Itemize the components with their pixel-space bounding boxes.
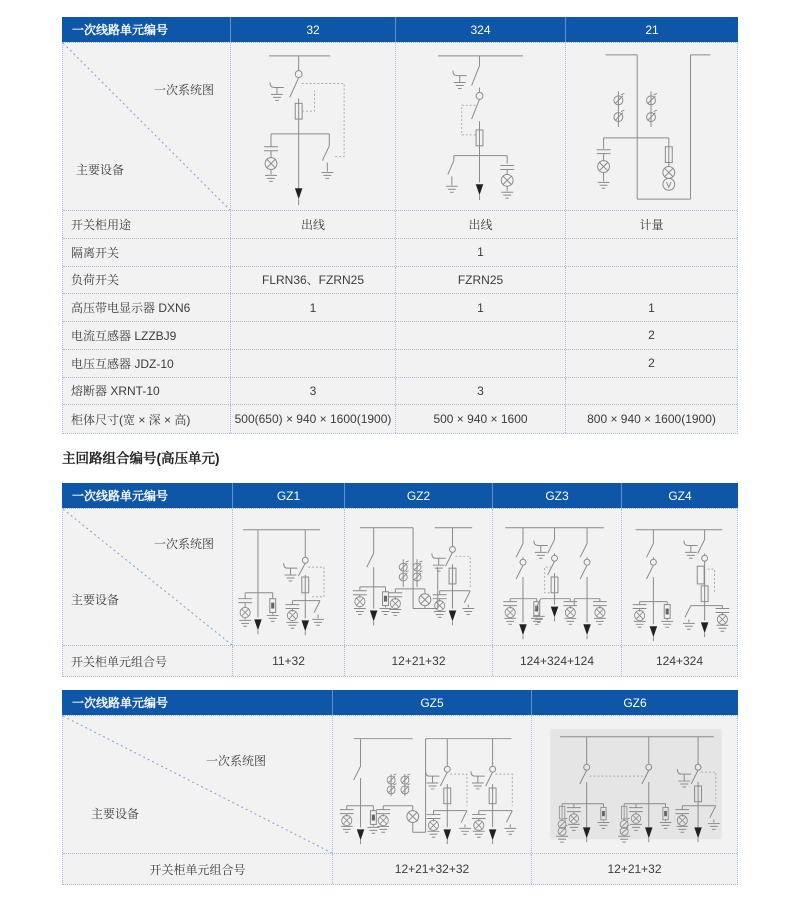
table2-diagram-row <box>63 509 737 646</box>
table-row <box>63 378 737 406</box>
table1-diagram-row <box>63 43 737 211</box>
combo-cell: 11+32 <box>233 646 345 676</box>
spec-cell: FZRN25 <box>396 267 566 294</box>
diagram-label-cell <box>63 43 231 210</box>
circuit-diagram-gz3 <box>493 510 621 645</box>
diagram-top-label: 一次系统图 <box>206 754 267 768</box>
circuit-diagram-32 <box>231 44 395 210</box>
combo-cell: 12+21+32 <box>607 862 662 876</box>
spec-cell: 出线 <box>396 211 566 238</box>
table3-header-row <box>62 690 738 715</box>
circuit-diagram-gz5 <box>333 717 531 853</box>
spec-cell: 800 × 940 × 1600(1900) <box>587 412 716 427</box>
spec-cell: 3 <box>231 378 396 405</box>
table1-header-row <box>62 17 738 42</box>
spec-cell: 1 <box>396 294 566 321</box>
combo-cell: 124+324+124 <box>493 646 622 676</box>
diagram-label-cell <box>63 509 233 645</box>
table2-header-gz1: GZ1 <box>232 483 344 508</box>
table1-header-col-324: 324 <box>395 17 565 42</box>
diagonal-divider <box>63 509 232 645</box>
spec-cell: 2 <box>648 328 655 343</box>
diagonal-divider <box>63 43 230 210</box>
table3-header-label: 一次线路单元编号 <box>72 696 169 710</box>
combo-row-label: 开关柜单元组合号 <box>63 646 233 676</box>
spec-cell: 1 <box>396 239 566 266</box>
section-title: 主回路组合编号(高压单元) <box>62 451 220 466</box>
spec-cell: 计量 <box>639 217 664 232</box>
circuit-diagram-gz6 <box>532 717 737 853</box>
diagram-bottom-label: 主要设备 <box>91 807 140 821</box>
table1-header-label: 一次线路单元编号 <box>72 23 169 37</box>
spec-row-label: 熔断器 XRNT-10 <box>63 378 231 405</box>
diagram-unit-32 <box>231 43 396 210</box>
table3-diagram-row <box>63 716 737 854</box>
spec-row-label: 负荷开关 <box>63 267 231 294</box>
table2-body <box>62 508 738 677</box>
combo-table-gz5-gz6 <box>62 690 738 885</box>
table1-header-col-32: 32 <box>230 17 395 42</box>
table-row <box>63 350 737 378</box>
spec-cell: 1 <box>648 300 655 315</box>
diagram-gz1 <box>233 509 345 645</box>
spec-cell <box>231 350 396 377</box>
diagram-top-label: 一次系统图 <box>153 537 214 551</box>
diagonal-divider <box>63 716 332 853</box>
diagram-unit-21 <box>566 43 737 210</box>
table-row <box>63 322 737 350</box>
table1-header-col-21: 21 <box>565 17 738 42</box>
combo-cell: 124+324 <box>655 654 704 668</box>
spec-row-label: 电压互感器 JDZ-10 <box>63 350 231 377</box>
diagram-bottom-label: 主要设备 <box>71 593 120 607</box>
diagram-gz6 <box>532 716 737 853</box>
spec-row-label: 高压带电显示器 DXN6 <box>63 294 231 321</box>
diagram-gz3 <box>493 509 622 645</box>
table-row <box>63 211 737 239</box>
circuit-diagram-gz1 <box>233 510 344 645</box>
spec-cell <box>566 267 737 294</box>
table-row <box>63 405 737 433</box>
spec-cell <box>396 322 566 349</box>
spec-cell: 2 <box>648 356 655 371</box>
diagram-unit-324 <box>396 43 566 210</box>
circuit-diagram-21 <box>566 44 737 210</box>
spec-cell: 1 <box>231 294 396 321</box>
spec-cell <box>231 239 396 266</box>
spec-row-label: 电流互感器 LZZBJ9 <box>63 322 231 349</box>
spec-cell <box>396 350 566 377</box>
table2-header-gz2: GZ2 <box>344 483 492 508</box>
table2-header-gz3: GZ3 <box>492 483 621 508</box>
spec-cell: FLRN36、FZRN25 <box>231 267 396 294</box>
spec-cell: 出线 <box>231 211 396 238</box>
combo-table-gz1-gz4 <box>62 483 738 677</box>
combo-row <box>63 646 737 676</box>
table1-body <box>62 42 738 434</box>
diagram-gz5 <box>333 716 532 853</box>
spec-cell: 500(650) × 940 × 1600(1900) <box>231 405 396 433</box>
table2-header-row <box>62 483 738 508</box>
circuit-diagram-gz4 <box>623 510 737 645</box>
table-row <box>63 294 737 322</box>
combo-cell: 12+21+32 <box>345 646 493 676</box>
primary-unit-table <box>62 17 738 434</box>
spec-row-label: 开关柜用途 <box>63 211 231 238</box>
spec-cell: 500 × 940 × 1600 <box>396 405 566 433</box>
spec-cell <box>231 322 396 349</box>
diagram-top-label: 一次系统图 <box>153 83 214 97</box>
table3-body <box>62 715 738 885</box>
combo-row-label: 开关柜单元组合号 <box>63 854 333 884</box>
table2-header-gz4: GZ4 <box>621 483 738 508</box>
table3-header-gz5: GZ5 <box>332 690 531 715</box>
spec-row-label: 柜体尺寸(宽 × 深 × 高) <box>63 405 231 433</box>
combo-cell: 12+21+32+32 <box>333 854 532 884</box>
spec-cell <box>566 239 737 266</box>
spec-cell <box>566 378 737 405</box>
table-row <box>63 267 737 295</box>
spec-row-label: 隔离开关 <box>63 239 231 266</box>
diagram-bottom-label: 主要设备 <box>76 163 125 177</box>
table3-header-gz6: GZ6 <box>531 690 738 715</box>
diagram-gz2 <box>345 509 493 645</box>
circuit-diagram-324 <box>396 44 565 210</box>
diagram-gz4 <box>622 509 737 645</box>
diagram-label-cell <box>63 716 333 853</box>
combo-row <box>63 854 737 884</box>
circuit-diagram-gz2 <box>345 510 492 645</box>
table2-header-label: 一次线路单元编号 <box>72 489 169 503</box>
spec-cell: 3 <box>396 378 566 405</box>
table-row <box>63 239 737 267</box>
